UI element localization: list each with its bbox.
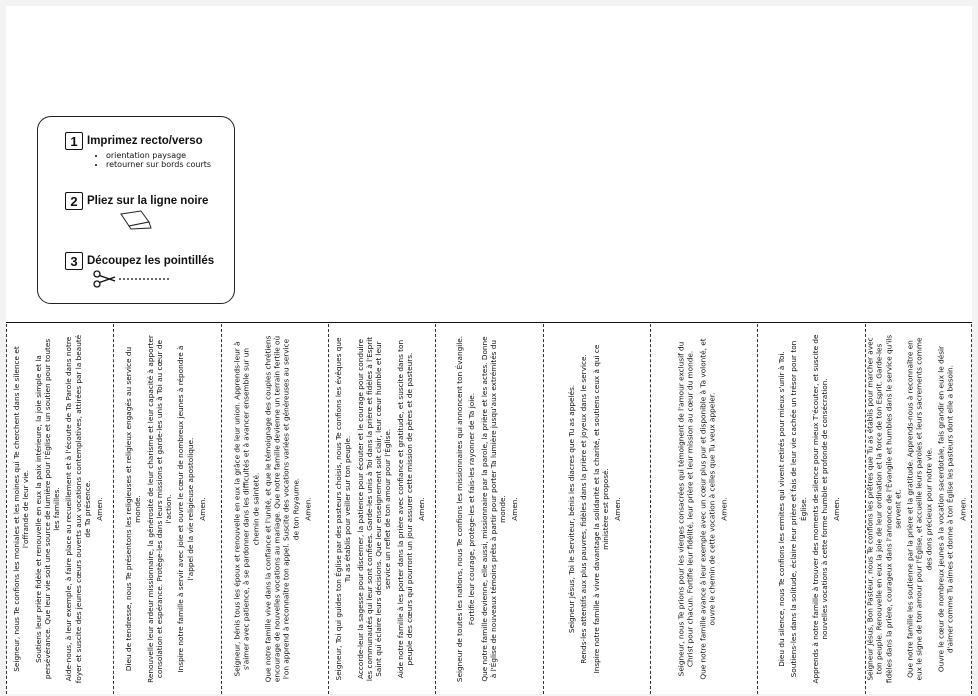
prayer-panel: [757, 324, 864, 694]
cut-line: [650, 324, 651, 694]
cut-line: [221, 324, 222, 694]
prayer-paragraph: Que notre famille les soutienne par la prière et la gratitude. Apprends-nous à reconnaître en eux le signe de ton amour pour l'Église, et accueille leurs paroles et leurs sacrements comme des dons précieux pour notre vie.: [906, 337, 934, 681]
prayer-paragraph: Apprends à notre famille à trouver des moments de silence pour mieux T'écouter, et suscite de nouvelles vocations à cette forme humble et profonde de consécration.: [810, 334, 830, 684]
step-2-number: 2: [65, 192, 83, 210]
prayer-paragraph: Seigneur, nous Te confions les moniales et les moines qui Te cherchent dans le silence et l'offrande de leur vie.: [11, 346, 31, 672]
cut-line: [435, 324, 436, 694]
cut-line: [971, 324, 972, 694]
prayer-panel: [865, 324, 972, 694]
prayer-text: [567, 334, 625, 684]
scissors-icon: [93, 270, 173, 292]
prayer-paragraph: Seigneur, Toi qui guides ton Église par des pasteurs choisis, nous Te confions les évêques que Tu as établis pour veiller sur ton peuple.: [333, 337, 353, 681]
prayer-text: [334, 334, 430, 684]
prayer-paragraph: Seigneur, nous Te prions pour les vierges consacrées qui témoignent de l'amour exclusif du Christ pour chacun. Fortifie leur fidélité, leur prière et leur mission au cœur du monde.: [675, 341, 695, 677]
prayer-paragraph: Soutiens-les dans la solitude, éclaire leur prière et fais de leur vie cachée un trésor pour ton Église.: [789, 340, 808, 678]
instructions-card: [37, 116, 235, 304]
prayer-paragraph: Amen.: [303, 497, 313, 521]
prayer-paragraph: Seigneur de toutes les nations, nous Te confions les missionnaires qui annoncent ton Évangile.: [455, 335, 465, 683]
prayer-panel: [113, 324, 220, 694]
prayer-paragraph: Amen.: [832, 497, 842, 521]
prayer-paragraph: Que notre famille vive dans la confiance et l'unité, et que le témoignage des couples chrétiens encourage de nouvelles vocations au mariage. Que notre famille devienne un terrain fertile où l'on apprend à reconnaître ton appel. Suscite des vocations variées et généreuses au service de ton Royaume.: [263, 335, 301, 683]
prayer-text: [455, 334, 523, 684]
prayer-panel: [650, 324, 757, 694]
prayer-text: [777, 334, 845, 684]
prayer-paragraph: Dieu de tendresse, nous Te présentons les religieuses et religieux engagés au service du monde.: [123, 346, 143, 672]
step-1: [65, 132, 203, 150]
prayer-panel: [221, 324, 328, 694]
prayer-paragraph: Aide-nous, à leur exemple, à faire place au recueillement et à l'écoute de Ta Parole dans notre foyer et suscite des jeunes cœurs ouverts aux vocations contemplatives, attirées par la beauté de Ta présence.: [64, 334, 92, 684]
step-3: [65, 252, 214, 270]
prayer-panel: [328, 324, 435, 694]
prayer-paragraph: Amen.: [197, 497, 207, 521]
prayer-paragraph: Accorde-leur la sagesse pour discerner, la patience pour écouter et le courage pour conduire les communautés qui leur sont confiées. Garde-les unis à Toi dans la prière et fidèles à l'Esprit Saint qui éclaire leurs décisions. Que leur enseignement soit clair, leur cœur humble et leur service un reflet de ton amour pour l'Église.: [355, 336, 393, 682]
prayer-paragraph: Soutiens leur prière fidèle et renouvelle en eux la paix intérieure, la joie simple et la persévérance. Que leur vie soit une source de lumière pour l'Église et un soutien pour toutes les familles.: [33, 338, 62, 680]
printable-page: [6, 6, 972, 694]
prayer-text: [124, 334, 210, 684]
step-3-title: Découpez les pointillés: [87, 255, 215, 267]
step-1-bullets: [96, 151, 211, 169]
prayer-text: [12, 334, 108, 684]
step-3-number: 3: [65, 252, 83, 270]
step-2-title: Pliez sur la ligne noire: [87, 195, 209, 207]
prayer-text: [233, 334, 316, 684]
cut-line: [113, 324, 114, 694]
prayer-panel: [6, 324, 113, 694]
prayer-paragraph: Que notre famille avance à leur exemple avec un cœur plus pur et disponible à Ta volonté, et ouvre le chemin de cette vocation à celles que Tu veux appeler.: [697, 338, 716, 680]
prayer-paragraph: Inspire notre famille à servir avec joie et ouvre le cœur de nombreux jeunes à répondre à l'appel de la vie religieuse apostolique.: [176, 345, 195, 673]
prayer-panel: [543, 324, 650, 694]
cut-line: [328, 324, 329, 694]
cut-line: [865, 324, 866, 694]
prayer-paragraph: Seigneur, bénis tous les époux et renouvelle en eux la grâce de leur union. Apprends-leur à s'aimer avec patience, à se pardonner dans les difficultés et à avancer ensemble sur un chemin de sainteté.: [232, 341, 261, 677]
prayer-panels: [6, 324, 972, 694]
prayer-panel: [435, 324, 542, 694]
prayer-paragraph: Aide notre famille à les porter dans la prière avec confiance et gratitude, et suscite dans ton peuple des cœurs qui pourront un jour assurer cette mission de pères et de pasteurs.: [395, 339, 414, 679]
prayer-paragraph: Amen.: [613, 497, 623, 521]
prayer-paragraph: Ouvre le cœur de nombreux jeunes à la vocation sacerdotale, fais grandir en eux le désir d'aimer comme Tu aimes et donne à ton Église les pasteurs dont elle a besoin.: [936, 345, 956, 673]
step-1-title: Imprimez recto/verso: [87, 135, 203, 147]
fold-line: [6, 322, 972, 323]
cut-line: [757, 324, 758, 694]
prayer-paragraph: Amen.: [958, 497, 968, 521]
prayer-paragraph: Seigneur Jésus, Bon Pasteur, nous Te confions les prêtres que Tu as établis pour marcher avec ton peuple. Renouvelle en eux la joie de leur ordination et la force de ton Esprit. Garde-les fidèles dans la prière, courageux dans l'annonce de l'Évangile et humbles dans le service qu'ils servent et.: [865, 334, 903, 684]
prayer-paragraph: Fortifie leur courage, protège-les et fais-les rayonner de Ta joie.: [467, 392, 477, 626]
cut-line: [543, 324, 544, 694]
prayer-paragraph: Seigneur Jésus, Toi le Serviteur, bénis les diacres que Tu as appelés.: [567, 384, 577, 634]
prayer-paragraph: Dieu du silence, nous Te confions les ermites qui vivent retirés pour mieux s'unir à Toi.: [777, 351, 787, 667]
prayer-paragraph: Inspire notre famille à vivre davantage la solidarité et la charité, et soutiens ceux à qui ce ministère est proposé.: [591, 344, 610, 674]
prayer-paragraph: Renouvelle leur ardeur missionnaire, la générosité de leur charisme et leur capacité à apporter consolation et espérance. Protège-les dans leurs missions et garde-les unis à Toi au cœur de l'action.: [145, 335, 173, 683]
prayer-paragraph: Rends-les attentifs aux plus pauvres, fidèles dans la prière et joyeux dans le service.: [579, 354, 589, 664]
cut-line: [6, 324, 7, 694]
step-1-bullet: • retourner sur bords courts: [106, 160, 211, 169]
prayer-paragraph: Que notre famille devienne, elle aussi, missionnaire par la parole, la prière et les actes. Donne à l'Église de nouveaux témoins prêts à partir pour porter Ta lumière jusqu'aux extrémités du monde.: [479, 336, 508, 682]
fold-paper-icon: [119, 208, 153, 234]
prayer-paragraph: Amen.: [719, 497, 729, 521]
step-1-number: 1: [65, 132, 83, 150]
prayer-paragraph: Amen.: [417, 497, 427, 521]
step-1-bullet: • orientation paysage: [106, 151, 211, 160]
prayer-text: [676, 334, 731, 684]
prayer-paragraph: Amen.: [95, 497, 105, 521]
prayer-paragraph: Amen.: [510, 497, 520, 521]
prayer-text: [866, 334, 971, 684]
